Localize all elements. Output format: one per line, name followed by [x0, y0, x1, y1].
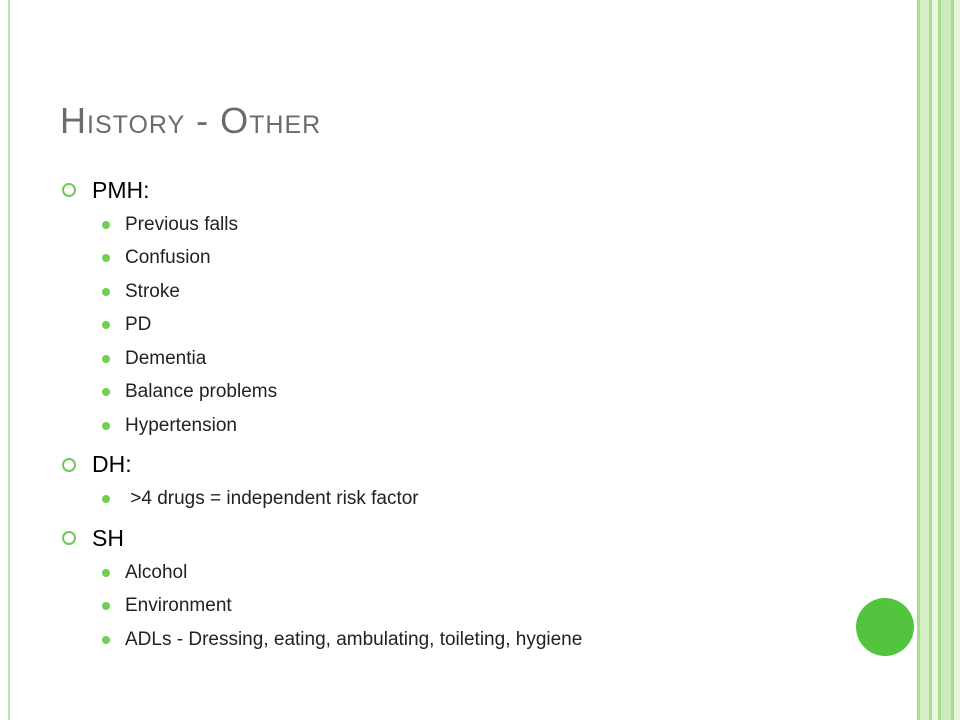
list-item — [102, 483, 882, 517]
slide-title: History - Other — [60, 100, 322, 141]
dot-bullet-icon — [102, 221, 110, 229]
list-item — [102, 208, 882, 242]
right-decorative-stripe — [920, 0, 929, 720]
bullet-list — [62, 208, 882, 443]
list-item — [102, 242, 882, 276]
list-item-label: Balance problems — [125, 381, 278, 403]
bullet-list — [62, 483, 882, 517]
dot-bullet-icon — [102, 602, 110, 610]
dot-bullet-icon — [102, 422, 110, 430]
bullet-list — [62, 556, 882, 657]
list-item-label: Alcohol — [125, 561, 188, 583]
list-item — [102, 590, 882, 624]
list-item-label: Previous falls — [125, 213, 238, 235]
list-item — [102, 623, 882, 657]
list-item — [102, 556, 882, 590]
list-item-label: Environment — [125, 595, 232, 617]
section-pmh — [62, 172, 882, 443]
list-item — [102, 342, 882, 376]
list-item-label: Dementia — [125, 347, 207, 369]
dot-bullet-icon — [102, 288, 110, 296]
right-decorative-stripe — [941, 0, 951, 720]
right-decorative-stripe — [954, 0, 960, 720]
list-item-label: Stroke — [125, 280, 180, 302]
ring-bullet-icon — [62, 458, 76, 472]
dot-bullet-icon — [102, 355, 110, 363]
list-item-label: PD — [125, 314, 152, 336]
section-heading-label: DH: — [92, 451, 132, 477]
list-item — [102, 275, 882, 309]
list-item-label: Confusion — [125, 247, 211, 269]
section-sh — [62, 520, 882, 657]
section-heading-label: SH — [92, 524, 124, 551]
dot-bullet-icon — [102, 636, 110, 644]
list-item-label: ADLs - Dressing, eating, ambulating, toileting, hygiene — [125, 628, 583, 650]
list-item-label: >4 drugs = independent risk factor — [125, 488, 419, 510]
section-heading — [62, 520, 882, 556]
section-heading — [62, 172, 882, 208]
section-dh — [62, 447, 882, 517]
left-border-line — [8, 0, 10, 720]
dot-bullet-icon — [102, 254, 110, 262]
dot-bullet-icon — [102, 495, 110, 503]
ring-bullet-icon — [62, 183, 76, 197]
ring-bullet-icon — [62, 531, 76, 545]
dot-bullet-icon — [102, 321, 110, 329]
list-item — [102, 309, 882, 343]
list-item-label: Hypertension — [125, 414, 237, 436]
dot-bullet-icon — [102, 388, 110, 396]
section-heading-label: PMH: — [92, 176, 150, 203]
list-item — [102, 376, 882, 410]
section-heading — [62, 447, 882, 483]
list-item — [102, 409, 882, 443]
dot-bullet-icon — [102, 569, 110, 577]
slide-content — [62, 172, 882, 657]
